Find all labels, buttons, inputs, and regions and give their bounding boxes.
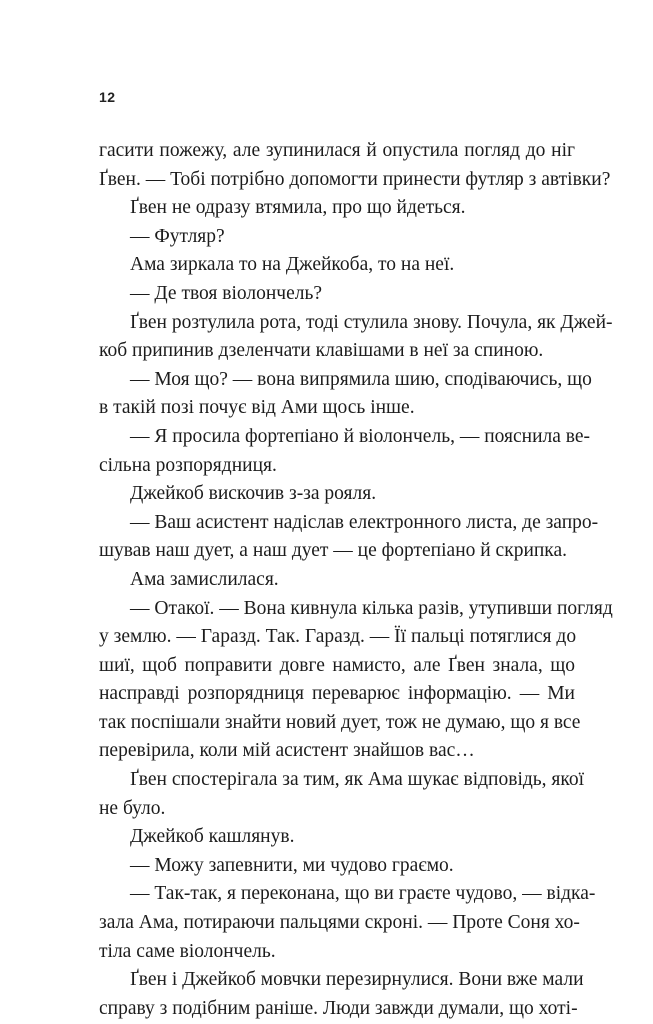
text-line: не було. <box>99 797 166 819</box>
text-line: перевірила, коли мій асистент знайшов вас… <box>99 740 475 762</box>
text-line: Ґвен. — Тобі потрібно допомогти принести футляр з автівки? <box>99 168 611 190</box>
text-line: насправді розпорядниця переварює інформацію. — Ми <box>99 683 575 705</box>
body-text <box>99 137 613 1023</box>
text-line: Джейкоб вискочив з-за рояля. <box>130 483 377 505</box>
text-line: — Так-так, я переконана, що ви граєте чудово, — відка- <box>130 883 596 905</box>
text-line: у землю. — Гаразд. Так. Гаразд. — Її пальці потяглися до <box>99 626 577 648</box>
text-line: гасити пожежу, але зупинилася й опустила погляд до ніг <box>99 140 575 161</box>
text-line: — Де твоя віолончель? <box>130 282 323 304</box>
text-line: — Я просила фортепіано й віолончель, — пояснила ве- <box>130 425 591 447</box>
text-line: Ґвен і Джейкоб мовчки перезирнулися. Вони вже мали <box>130 969 584 991</box>
text-line: — Можу запевнити, ми чудово граємо. <box>130 854 454 876</box>
text-line: сільна розпорядниця. <box>99 454 277 476</box>
text-line: Ґвен не одразу втямила, про що йдеться. <box>130 197 466 219</box>
text-line: коб припинив дзеленчати клавішами в неї за спиною. <box>99 340 544 362</box>
text-line: шував наш дует, а наш дует — це фортепіано й скрипка. <box>99 540 568 562</box>
text-line: — Ваш асистент надіслав електронного листа, де запро- <box>130 511 599 533</box>
text-line: так поспішали знайти новий дует, тож не думаю, що я все <box>99 711 581 733</box>
text-line: — Моя що? — вона випрямила шию, сподіваючись, що <box>130 368 592 390</box>
text-line: зала Ама, потираючи пальцями скроні. — Проте Соня хо- <box>99 912 580 934</box>
text-line: шиї, щоб поправити довге намисто, але Ґвен знала, що <box>99 654 575 676</box>
text-line: справу з подібним раніше. Люди завжди думали, що хоті- <box>99 997 578 1019</box>
page-number: 12 <box>99 89 116 105</box>
text-line: Ґвен спостерігала за тим, як Ама шукає відповідь, якої <box>130 769 585 791</box>
text-line: Ама зиркала то на Джейкоба, то на неї. <box>130 254 455 276</box>
text-line: тіла саме віолончель. <box>99 940 276 962</box>
text-line: в такій позі почує від Ами щось інше. <box>99 397 415 419</box>
text-line: — Футляр? <box>130 225 225 247</box>
text-line: Ґвен розтулила рота, тоді стулила знову. Почула, як Джей- <box>130 311 613 333</box>
text-line: — Отакої. — Вона кивнула кілька разів, утупивши погляд <box>130 597 613 619</box>
text-line: Ама замислилася. <box>130 568 279 590</box>
text-line: Джейкоб кашлянув. <box>130 826 295 848</box>
